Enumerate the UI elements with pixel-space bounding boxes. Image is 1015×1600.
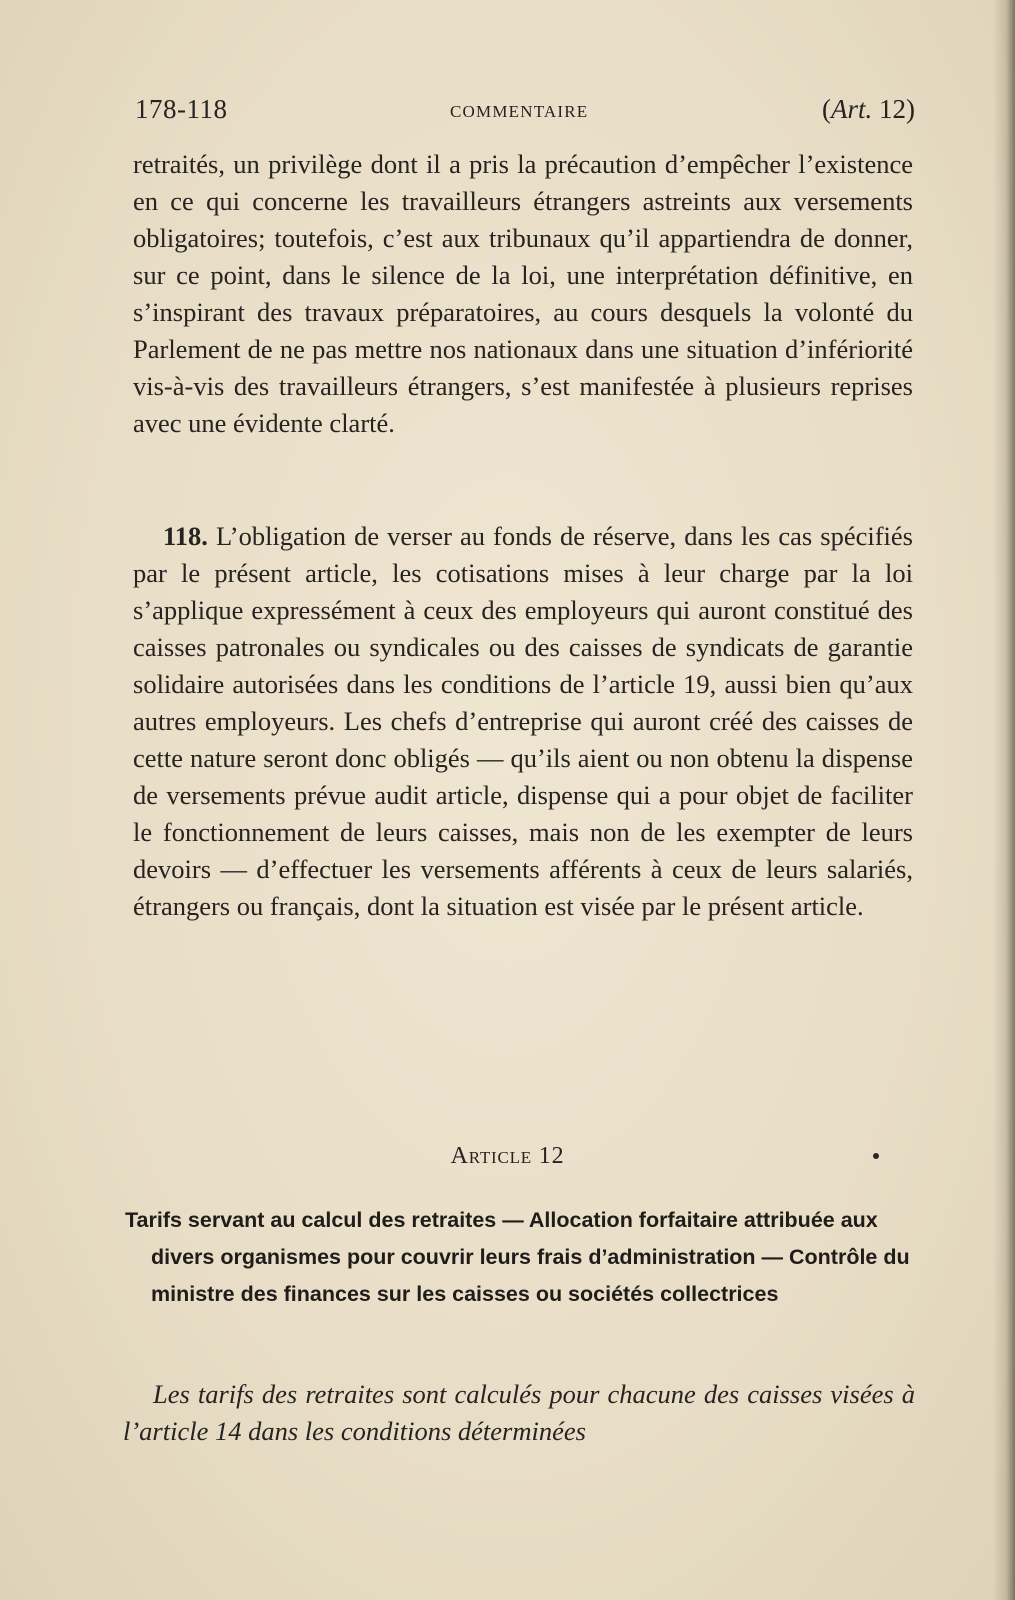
page-edge-shadow — [993, 0, 1015, 1600]
article-reference-paren: ( — [821, 94, 831, 124]
ink-dot — [873, 1153, 879, 1159]
article-reference-number: 12) — [879, 94, 915, 124]
article-text: Les tarifs des retraites sont calculés pour chacune des caisses visées à l’article 14 dans les conditions déterminées — [123, 1379, 915, 1446]
article-heading: Article 12 — [450, 1143, 565, 1169]
paragraph-118-text: L’obligation de verser au fonds de réserve, dans les cas spécifiés par le présent article, les cotisations mises à leur charge par la loi s’applique expressément à ceux des employeurs qui auront constitué des caisses patronales ou syndicales ou des caisses de syndicats de garantie solidaire autorisées dans les conditions de l’article 19, aussi bien qu’aux autres employeurs. Les chefs d’entreprise qui auront créé des caisses de cette nature seront donc obligés — qu’ils aient ou non obtenu la dispense de versements prévue audit article, dispense qui a pour objet de faciliter le fonctionnement de leurs caisses, mais non de les exempter de leurs devoirs — d’effectuer les versements afférents à ceux de leurs salariés, étrangers ou français, dont la situation est visée par le présent article. — [133, 521, 913, 921]
paragraph-continuation: retraités, un privilège dont il a pris la précaution d’empêcher l’existence en ce qui concerne les travailleurs étrangers astreints aux versements obligatoires; toutefois, c’est aux tribunaux qu’il appartiendra de donner, sur ce point, dans le silence de la loi, une interprétation définitive, en s’inspirant des travaux préparatoires, au cours desquels la volonté du Parlement de ne pas mettre nos nationaux dans une situation d’infériorité vis-à-vis des travailleurs étrangers, s’est manifestée à plusieurs reprises avec une évidente clarté. — [133, 149, 913, 438]
paragraph-118 — [133, 518, 913, 925]
article-reference — [822, 94, 915, 125]
paragraph-number: 118. — [163, 521, 208, 551]
article-reference-abbr: Art. — [830, 94, 873, 124]
article-subheading: Tarifs servant au calcul des retraites — Allocation forfaitaire attribuée aux divers organismes pour couvrir leurs frais d’administration — Contrôle du ministre des finances sur les caisses ou sociétés collectrices — [125, 1208, 910, 1306]
running-header — [135, 94, 915, 134]
page-number: 178-118 — [135, 94, 228, 124]
running-title: COMMENTAIRE — [450, 102, 589, 121]
